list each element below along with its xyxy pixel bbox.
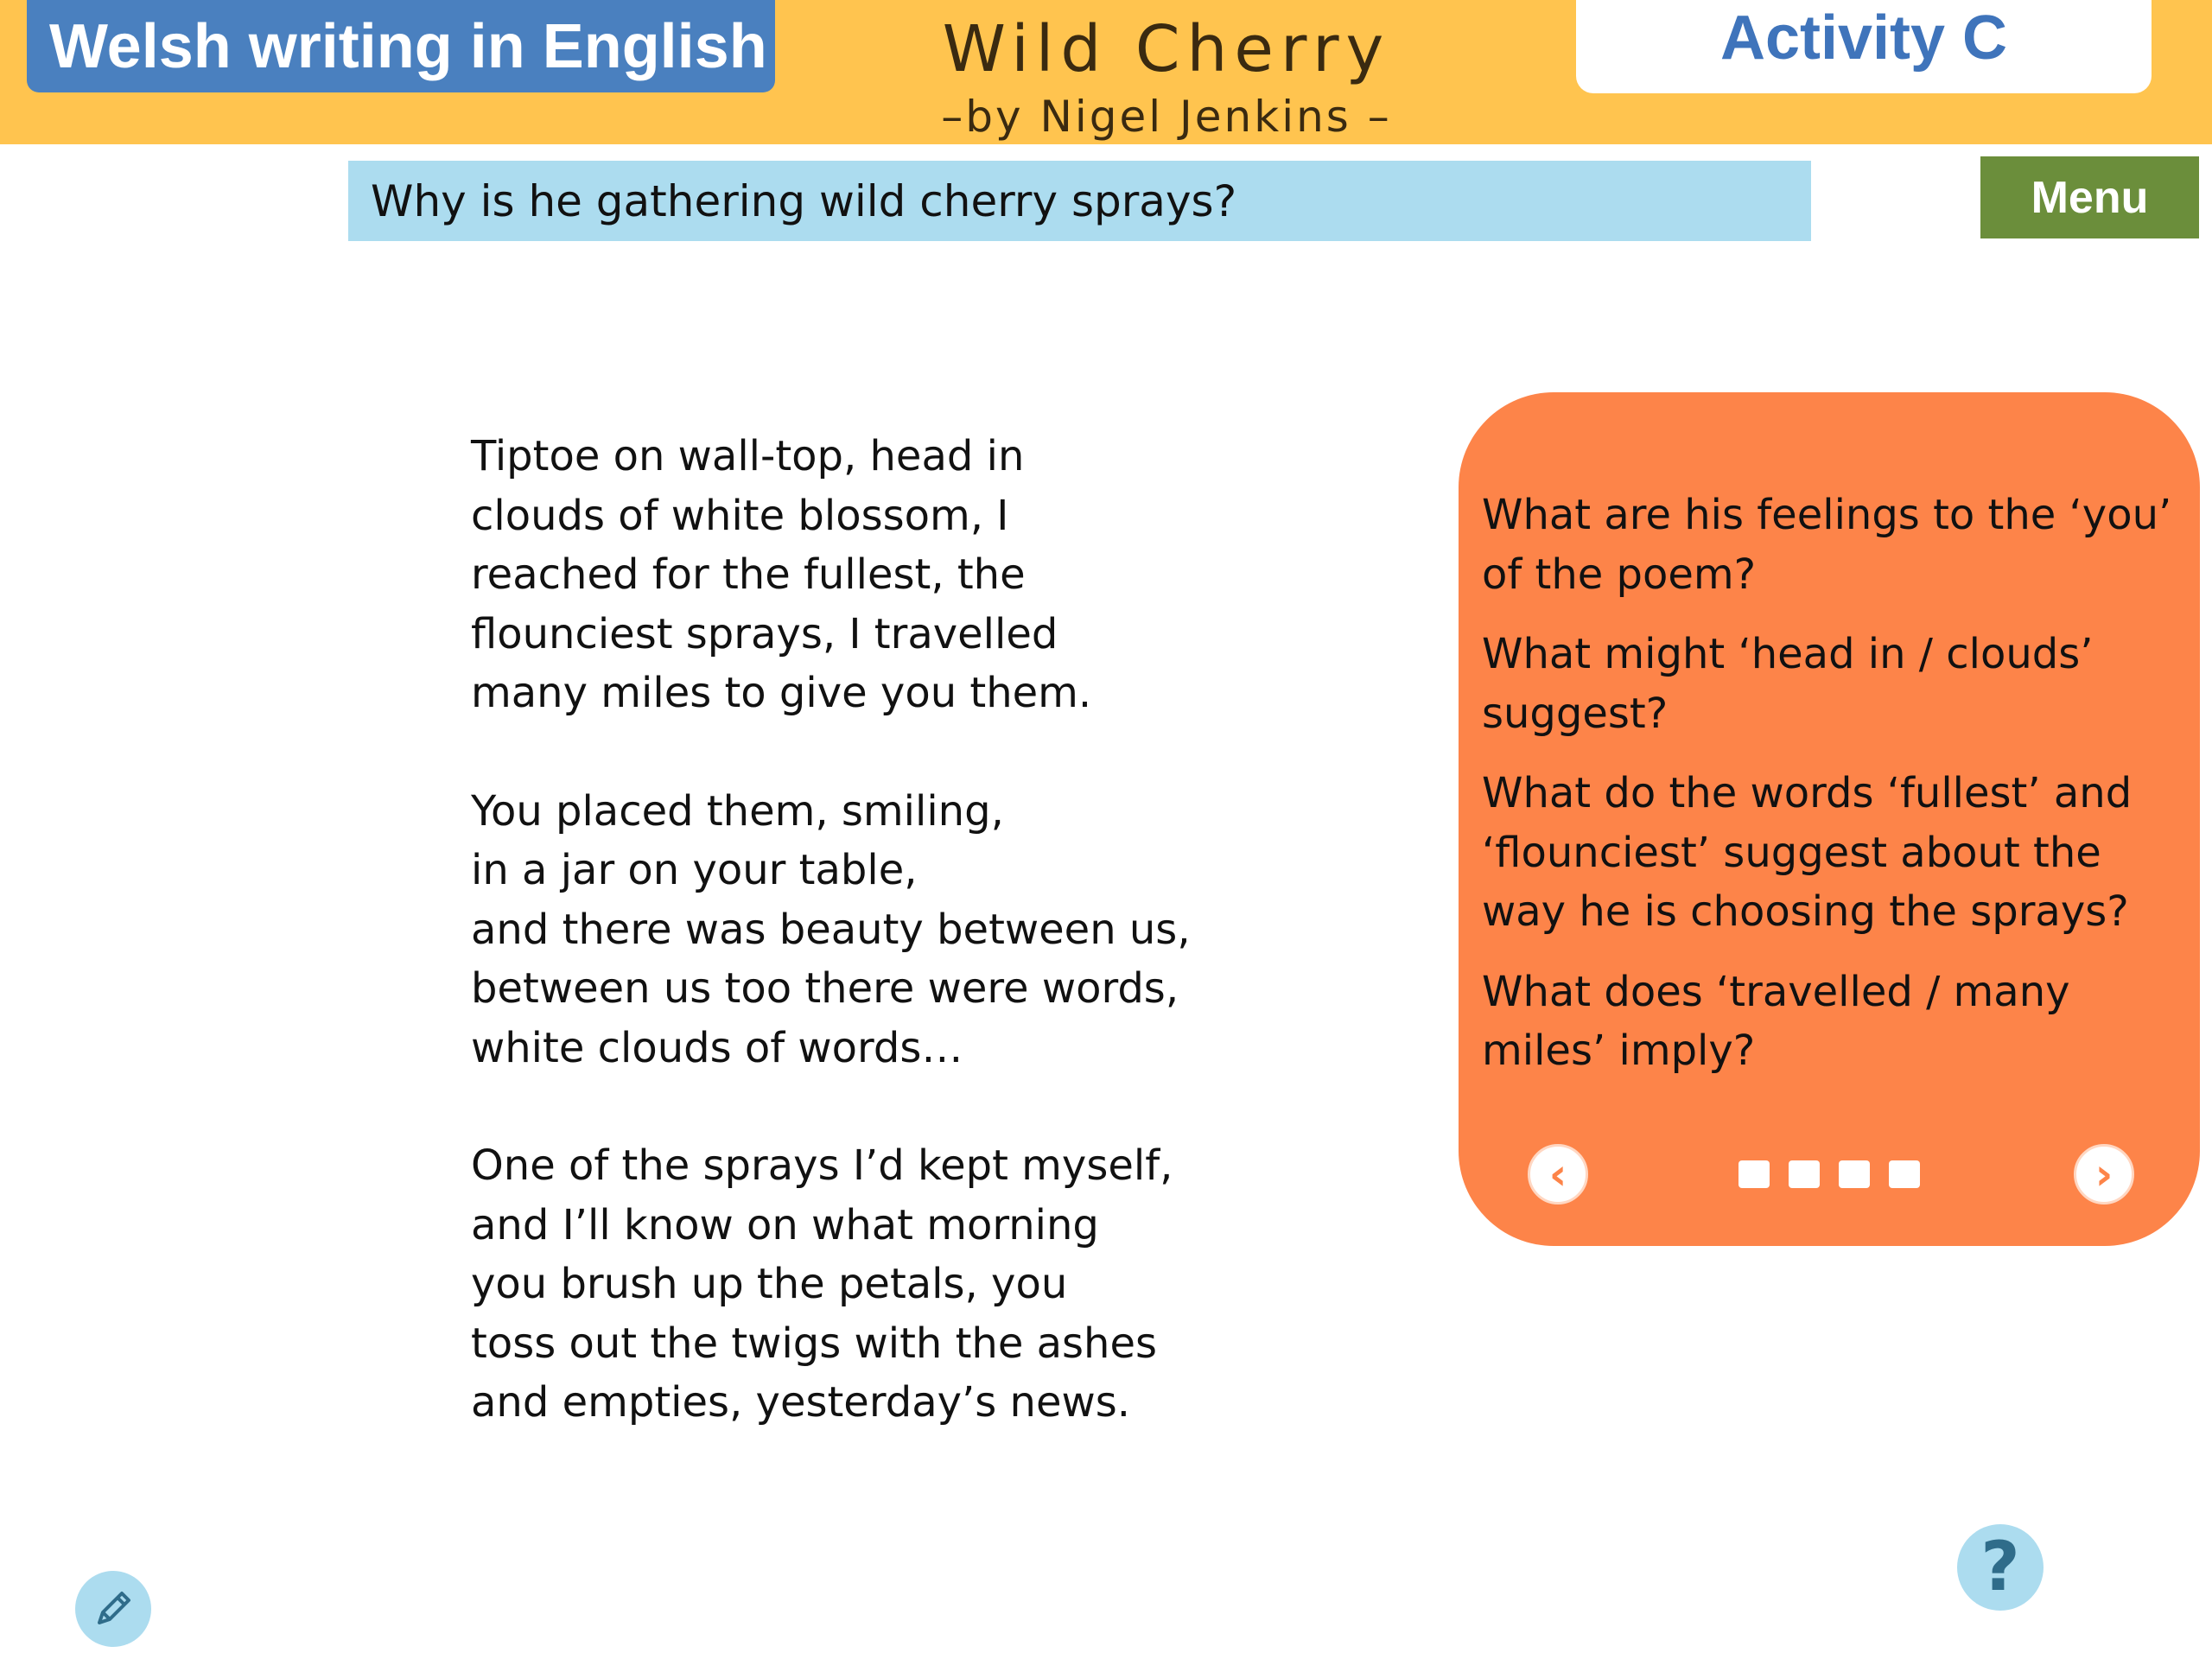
question-mark-icon: ? — [1980, 1529, 2020, 1606]
poem-line: white clouds of words… — [471, 1023, 963, 1072]
stanza-1 — [471, 427, 1191, 723]
poem-line: reached for the fullest, the — [471, 550, 1026, 599]
poem-line: Tiptoe on wall-top, head in — [471, 432, 1025, 480]
poem-line: many miles to give you them. — [471, 669, 1092, 717]
poem-line: between us too there were words, — [471, 964, 1179, 1013]
poem-line: and there was beauty between us, — [471, 905, 1191, 954]
poem-text — [471, 427, 1191, 1491]
poem-line: flounciest sprays, I travelled — [471, 609, 1058, 658]
series-label: Welsh writing in English — [27, 0, 775, 92]
poem-line: and empties, yesterday’s news. — [471, 1378, 1131, 1427]
prompt-item: What does ‘travelled / many miles’ imply? — [1482, 967, 2070, 1075]
prompt-list — [1482, 486, 2173, 1102]
poem-title: Wild Cherry — [942, 12, 1391, 86]
chevron-left-icon: ‹ — [1548, 1149, 1567, 1199]
page-dot-3[interactable] — [1839, 1160, 1870, 1188]
page-dots — [1738, 1160, 1920, 1188]
pencil-button[interactable] — [75, 1571, 151, 1647]
poem-line: you brush up the petals, you — [471, 1260, 1068, 1308]
page-dot-4[interactable] — [1889, 1160, 1920, 1188]
next-prompt-button[interactable] — [2074, 1144, 2134, 1205]
page-dot-1[interactable] — [1738, 1160, 1770, 1188]
menu-button[interactable]: Menu — [1980, 156, 2199, 238]
help-button[interactable] — [1957, 1524, 2044, 1611]
previous-prompt-button[interactable] — [1528, 1144, 1588, 1205]
chevron-right-icon: › — [2094, 1149, 2113, 1199]
poem-line: in a jar on your table, — [471, 846, 918, 894]
prompt-panel — [1459, 392, 2200, 1246]
stanza-3 — [471, 1136, 1191, 1433]
poem-line: and I’ll know on what morning — [471, 1200, 1099, 1249]
poem-line: toss out the twigs with the ashes — [471, 1319, 1158, 1368]
poem-line: clouds of white blossom, I — [471, 491, 1009, 540]
question-banner: Why is he gathering wild cherry sprays? — [348, 161, 1811, 241]
poem-line: You placed them, smiling, — [471, 786, 1004, 836]
pencil-icon — [87, 1583, 139, 1635]
poem-author: –by Nigel Jenkins – — [941, 92, 1392, 142]
poem-line: One of the sprays I’d kept myself, — [471, 1141, 1173, 1190]
page-dot-2[interactable] — [1789, 1160, 1820, 1188]
stanza-2 — [471, 782, 1191, 1078]
activity-tab: Activity C — [1576, 0, 2152, 93]
prompt-item: What might ‘head in / clouds’ suggest? — [1482, 630, 2094, 738]
prompt-item: What do the words ‘fullest’ and ‘flounciest’ suggest about the way he is choosing the sprays? — [1482, 769, 2133, 936]
prompt-item: What are his feelings to the ‘you’ of the poem? — [1482, 491, 2172, 599]
title-block — [830, 9, 1503, 143]
